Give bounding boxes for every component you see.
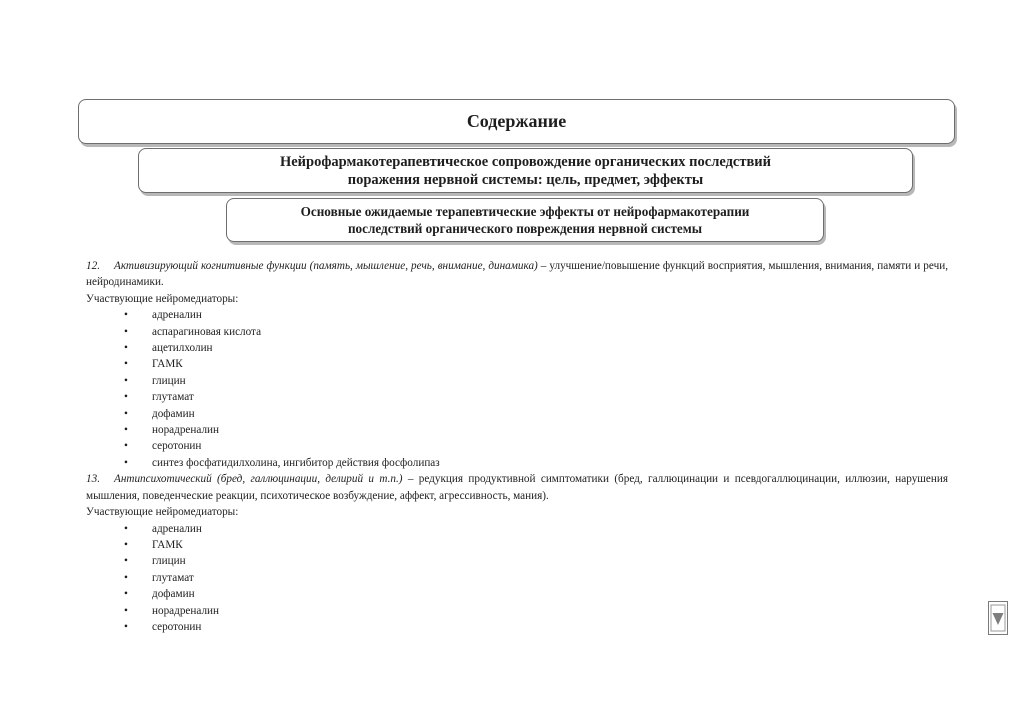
document-body — [86, 258, 948, 635]
subsection-title-box — [226, 198, 824, 242]
mediators-label: Участвующие нейромедиаторы: — [86, 292, 239, 305]
effect-item-12 — [86, 258, 948, 291]
subsection-title-line2: последствий органического повреждения нервной системы — [347, 221, 703, 236]
list-item: • синтез фосфатидилхолина, ингибитор действия фосфолипаз — [86, 455, 948, 471]
mediators-list-13 — [86, 521, 948, 636]
mediators-label: Участвующие нейромедиаторы: — [86, 506, 239, 519]
list-item: • ГАМК — [86, 356, 948, 372]
item-number: 12. — [86, 260, 100, 272]
subsection-title-line1: Основные ожидаемые терапевтические эффекты от нейрофармакотерапии — [300, 204, 750, 219]
contents-title: Содержание — [466, 111, 567, 131]
item-description: – редукция продуктивной симптоматики (бред, галлюцинации и псевдогаллюцинации, иллюзии, нарушения мышления, поведенческие реакции, психотическое возбуждение, аффект, агрессивность, мания). — [86, 473, 948, 502]
list-item: • норадреналин — [86, 422, 948, 438]
list-item: • ГАМК — [86, 537, 948, 553]
section-title-line1: Нейрофармакотерапевтическое сопровождение органических последствий — [279, 153, 772, 170]
item-effect-name: Активизирующий когнитивные функции (память, мышление, речь, внимание, динамика) — [114, 260, 538, 272]
item-effect-name: Антипсихотический (бред, галлюцинации, делирий и т.п.) — [114, 473, 403, 486]
list-item: • глицин — [86, 553, 948, 569]
list-item: • серотонин — [86, 438, 948, 454]
triangle-down-icon — [990, 604, 1006, 632]
list-item: • дофамин — [86, 586, 948, 602]
section-title-box — [138, 148, 913, 193]
list-item: • глутамат — [86, 570, 948, 586]
effect-item-13 — [86, 471, 948, 504]
list-item: • норадреналин — [86, 603, 948, 619]
contents-title-box — [78, 99, 955, 144]
list-item: • дофамин — [86, 406, 948, 422]
mediators-list-12 — [86, 307, 948, 471]
next-page-button[interactable] — [988, 601, 1008, 635]
item-description: – улучшение/повышение функций восприятия, мышления, внимания, памяти и речи, нейродинамики. — [86, 260, 948, 289]
list-item: • глутамат — [86, 389, 948, 405]
section-title-line2: поражения нервной системы: цель, предмет, эффекты — [347, 171, 704, 188]
list-item: • аспарагиновая кислота — [86, 324, 948, 340]
item-number: 13. — [86, 473, 100, 486]
list-item: • серотонин — [86, 619, 948, 635]
list-item: • ацетилхолин — [86, 340, 948, 356]
list-item: • адреналин — [86, 307, 948, 323]
list-item: • глицин — [86, 373, 948, 389]
list-item: • адреналин — [86, 521, 948, 537]
